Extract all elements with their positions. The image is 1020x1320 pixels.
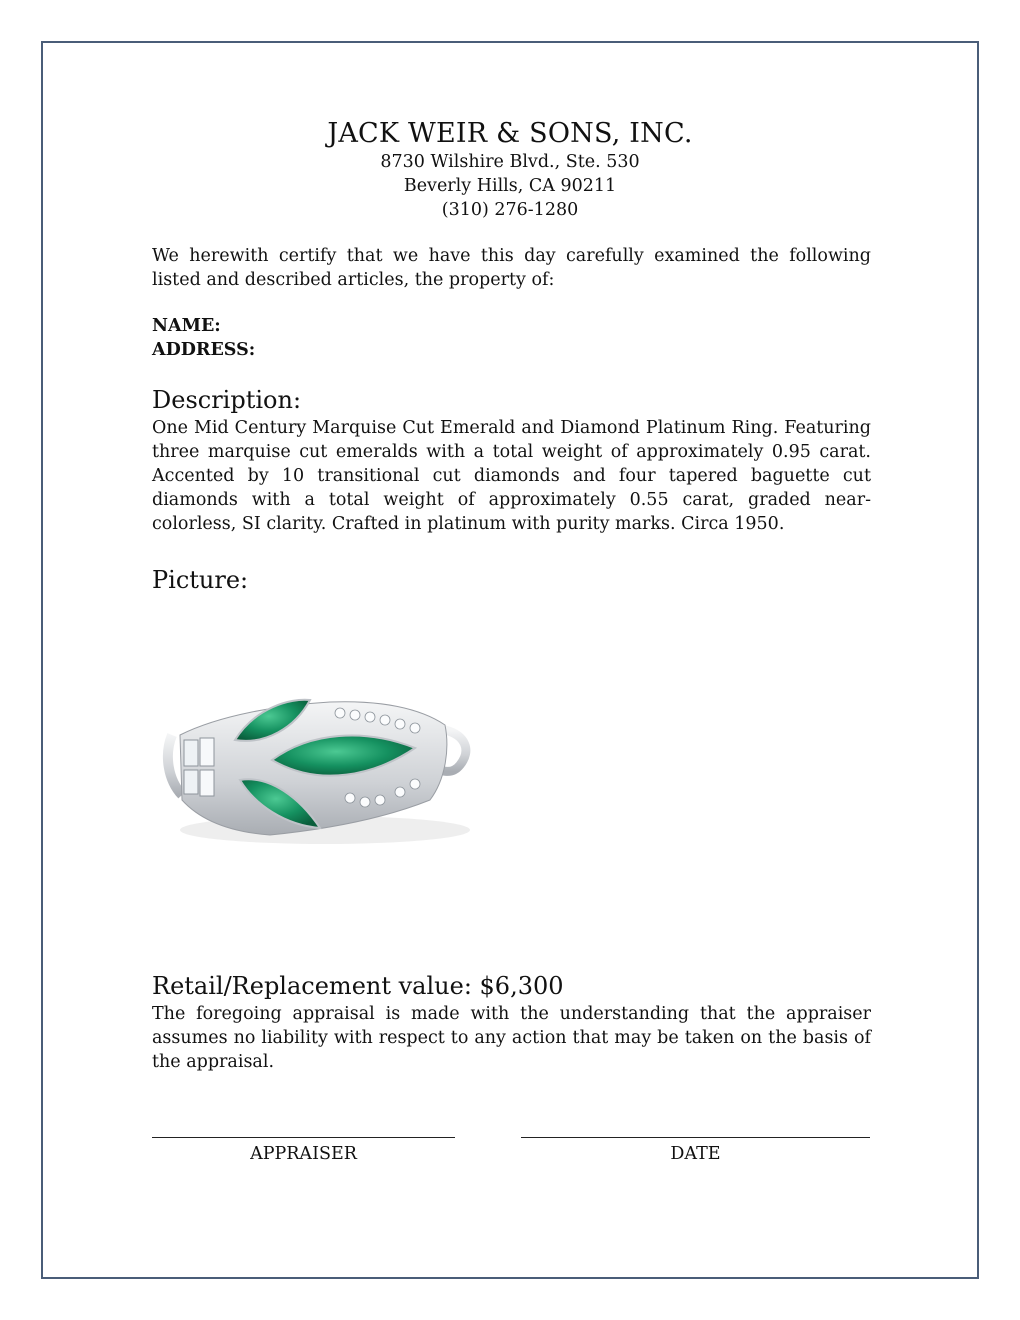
document-frame [41,41,979,1279]
liability-disclaimer: The foregoing appraisal is made with the understanding that the appraiser assumes no liability with respect to any action that may be taken on the basis of the appraisal. [152,1004,871,1072]
address-label: ADDRESS: [152,340,256,360]
company-address-line1: 8730 Wilshire Blvd., Ste. 530 [380,152,640,172]
picture-heading: Picture: [152,566,249,594]
description-text: One Mid Century Marquise Cut Emerald and Diamond Platinum Ring. Featuring three marquise cut emeralds with a total weight of approximately 0.95 carat. Accented by 10 transitional cut diamonds and four tapered baguette cut diamonds with a total weight of approximately 0.55 carat, graded near-colorless, SI clarity. Crafted in platinum with purity marks. Circa 1950. [152,418,871,534]
appraiser-signature-line [152,1137,455,1138]
date-signature-line [521,1137,870,1138]
appraiser-label: APPRAISER [250,1144,357,1164]
date-label: DATE [670,1144,721,1164]
retail-value-heading: Retail/Replacement value: $6,300 [152,972,564,1000]
company-phone: (310) 276-1280 [441,200,579,220]
description-heading: Description: [152,386,302,414]
certification-statement: We herewith certify that we have this day carefully examined the following listed and described articles, the property of: [152,246,871,290]
company-name: JACK WEIR & SONS, INC. [327,118,693,149]
name-label: NAME: [152,316,221,336]
ring-photo [160,680,480,855]
company-address-line2: Beverly Hills, CA 90211 [403,176,617,196]
